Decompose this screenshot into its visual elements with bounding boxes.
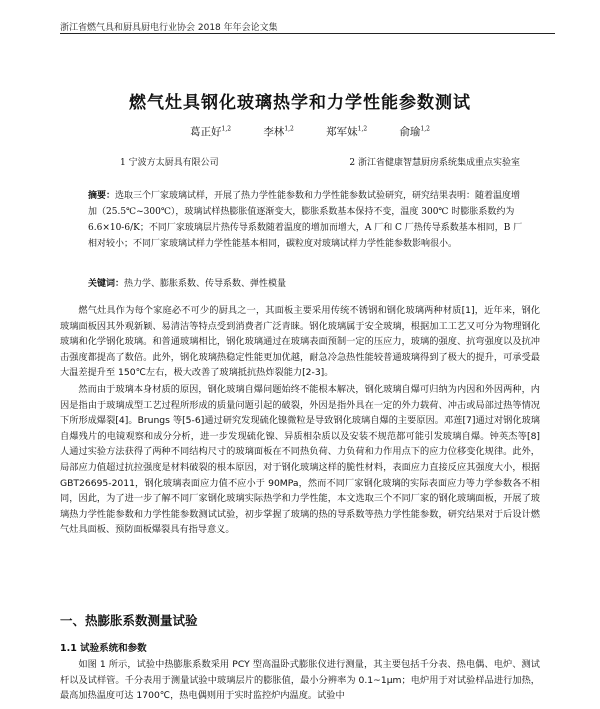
paragraph-2: 然而由于玻璃本身材质的原因，钢化玻璃自爆问题始终不能根本解决，钢化玻璃自爆可归纳为内因和外因两种，内因是指由于玻璃成型工艺过程所形成的质量问题引起的破裂，外因是指外具在一定的外力载荷、冲击或局部过热等情况下所形成爆裂[4]。Brungs 等[5-6]通过研究发现硫化镍微粒是导致钢化玻璃自爆的主要原因。邓莲[7]通过对钢化玻璃自爆残片的电镜观察和成分分析，进一步发现硫化镍、异质相杂质以及安装不规范都可能引发玻璃自爆。钟英杰等[8]人通过实验方法获得了两种不同结构尺寸的玻璃面板在不同热负荷、力负荷和力作用点下的应力位移变化规律。此外，局部应力值超过抗拉强度是材料破裂的根本原因，对于钢化玻璃这样的脆性材料，表面应力直接反应其强度大小，根据 GBT26695-2011，钢化玻璃表面应力值不应小于 90MPa，然而不同厂家钢化玻璃的实际表面应力等力学参数各不相同，因此，为了进一步了解不同厂家钢化玻璃实际热学和力学性能，本文选取三个不同厂家的钢化玻璃面板，开展了玻璃热力学性能参数和力学性能参数测试试验，初步掌握了玻璃的热的导系数等热力学性能参数，研究结果对于后设计燃气灶具面板、预防面板爆裂具有指导意义。 <box>60 383 540 536</box>
affiliations <box>120 155 520 168</box>
running-header: 浙江省燃气具和厨具厨电行业协会 2018 年年会论文集 <box>60 23 278 33</box>
paragraph-1: 燃气灶具作为每个家庭必不可少的厨具之一，其面板主要采用传统不锈钢和钢化玻璃两种材质[1]，近年来，钢化玻璃面板因其外观新颖、易清洁等特点受到消费者广泛青睐。钢化玻璃属于安全玻璃，根据加工工艺又可分为物理钢化玻璃和化学钢化玻璃。和普通玻璃相比，钢化玻璃通过在玻璃表面预制一定的压应力，玻璃的强度、抗弯强度以及抗冲击强度都提高了数倍。此外，钢化玻璃热稳定性能更加优越，耐急冷急热性能较普通玻璃得到了极大的提升，可承受最大温差提升至 150℃左右，极大改善了玻璃抵抗热炸裂能力[2-3]。 <box>60 305 540 379</box>
abstract-text: 选取三个厂家玻璃试样，开展了热力学性能参数和力学性能参数试验研究，研究结果表明：随着温度增加（25.5℃~300℃），玻璃试样热膨胀值逐渐变大，膨胀系数基本保持不变，温度 300℃ 时膨胀系数约为 6.6×10-6/K；不同厂家玻璃层片热传导系数随着温度的增加而增大，A 厂和 C 厂热传导系数基本相同，B 厂相对较小；不同厂家玻璃试样力学性能基本相同，碳粒度对玻璃试样力学性能参数影响很小。 <box>88 191 523 249</box>
affiliation-2: 2 浙江省健康智慧厨房系统集成重点实验室 <box>349 158 520 168</box>
author-4: 俞瑜$^{1,2}$ <box>399 125 430 138</box>
author-3: 郑军妹$^{1,2}$ <box>326 125 368 138</box>
author-2: 李林$^{1,2}$ <box>263 125 294 138</box>
section-heading: 一、热膨胀系数测量试验 <box>60 613 198 628</box>
abstract-label: 摘要： <box>88 191 116 201</box>
affiliation-1: 1 宁波方太厨具有限公司 <box>120 158 219 168</box>
paragraph-3: 如图 1 所示，试验中热膨胀系数采用 PCY 型高温卧式膨胀仪进行测量，其主要包括千分表、热电偶、电炉、测试杆以及试样管。千分表用于测量试验中玻璃层片的膨胀值，最小分辨率为 0.1~1μm；电炉用于对试验样品进行加热，最高加热温度可达 1700℃，热电偶则用于实时监控炉内温度。试验中 <box>60 659 540 702</box>
paragraph-3-container <box>60 657 540 704</box>
subsection-heading: 1.1 试验系统和参数 <box>60 643 147 654</box>
author-1: 葛正好$^{1,2}$ <box>190 125 232 138</box>
paper-title: 燃气灶具钢化玻璃热学和力学性能参数测试 <box>129 93 471 113</box>
keywords <box>88 276 528 289</box>
keywords-text: 热力学、膨胀系数、传导系数、弹性模量 <box>124 279 287 289</box>
keywords-label: 关键词： <box>88 279 125 289</box>
abstract <box>88 188 528 252</box>
author-list <box>190 124 430 139</box>
body-text <box>60 303 540 539</box>
header-rule <box>60 33 555 34</box>
